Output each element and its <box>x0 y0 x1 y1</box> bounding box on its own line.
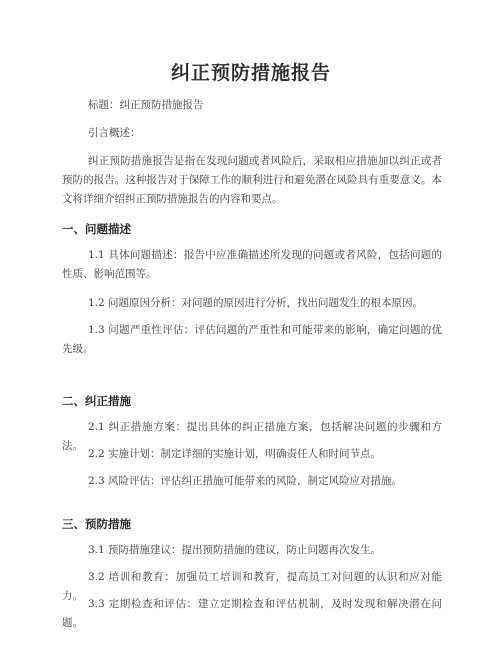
section-3-item-2: 3.2 培训和教育：加强员工培训和教育，提高员工对问题的认识和应对能力。 <box>62 571 442 602</box>
page-title: 纠正预防措施报告 <box>170 62 331 84</box>
section-heading-2: 二、纠正措施 <box>62 394 131 408</box>
intro-paragraph: 纠正预防措施报告是指在发现问题或者风险后，采取相应措施加以纠正或者预防的报告。这种报告对于保障工作的顺利进行和避免潜在风险具有重要意义。本文将详细介绍纠正预防措施报告的内容和要点。 <box>62 155 442 205</box>
section-1-item-3: 1.3 问题严重性评估：评估问题的严重性和可能带来的影响，确定问题的优先级。 <box>62 324 442 355</box>
section-1-item-2: 1.2 问题原因分析：对问题的原因进行分析，找出问题发生的根本原因。 <box>88 297 424 309</box>
section-heading-1: 一、问题描述 <box>62 222 131 236</box>
section-3-item-3: 3.3 定期检查和评估：建立定期检查和评估机制，及时发现和解决潜在问题。 <box>62 598 442 629</box>
section-heading-3: 三、预防措施 <box>62 517 131 531</box>
title-line: 标题：纠正预防措施报告 <box>88 99 204 111</box>
intro-label: 引言概述： <box>88 127 141 139</box>
section-1-item-1: 1.1 具体问题描述：报告中应准确描述所发现的问题或者风险，包括问题的性质、影响范围等。 <box>62 249 442 280</box>
section-3-item-1: 3.1 预防措施建议：提出预防措施的建议，防止问题再次发生。 <box>88 544 382 556</box>
section-2-item-2: 2.2 实施计划：制定详细的实施计划，明确责任人和时间节点。 <box>88 448 382 460</box>
section-2-item-1: 2.1 纠正措施方案：提出具体的纠正措施方案，包括解决问题的步骤和方法。 <box>62 421 442 452</box>
section-2-item-3: 2.3 风险评估：评估纠正措施可能带来的风险，制定风险应对措施。 <box>88 475 403 487</box>
